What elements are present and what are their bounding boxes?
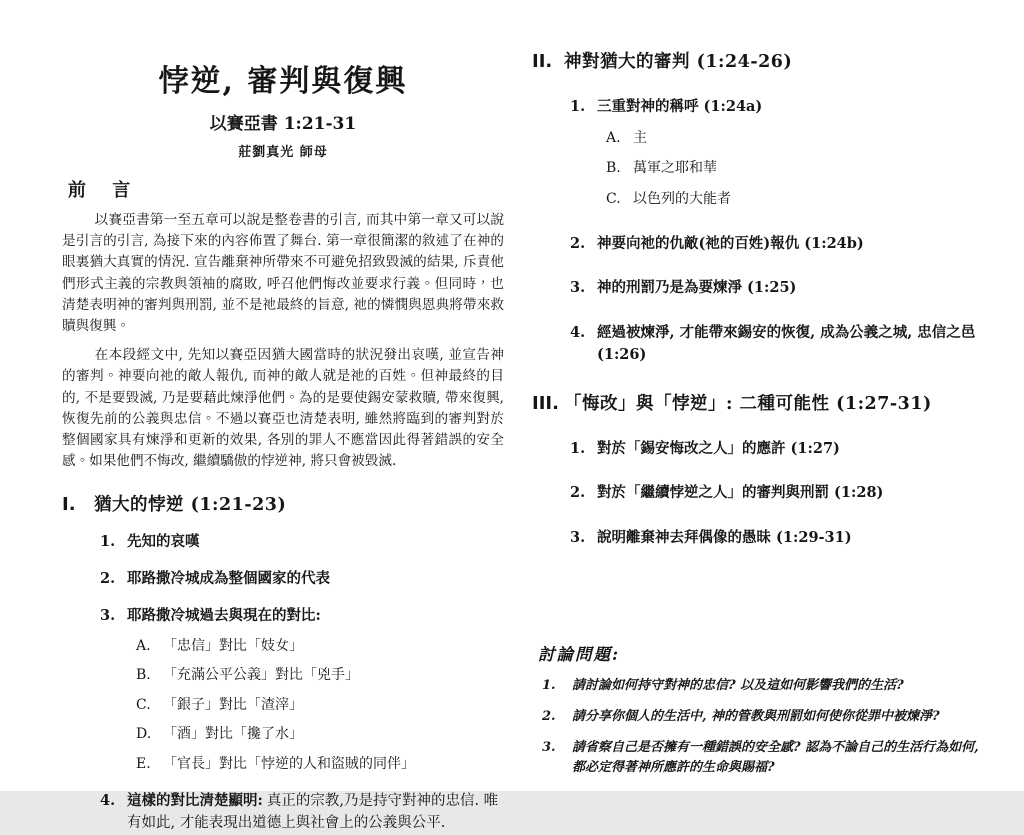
section-number: III. bbox=[532, 392, 559, 414]
section-number: I. bbox=[62, 494, 76, 516]
discussion-question bbox=[538, 738, 996, 778]
section-title: 神對猶大的審判 (1:24-26) bbox=[564, 52, 793, 72]
discussion-question bbox=[538, 676, 996, 696]
outline-item bbox=[532, 233, 996, 255]
right-column bbox=[532, 48, 996, 778]
subitem-letter: A. bbox=[606, 129, 621, 146]
section-title: 猶大的悖逆 (1:21-23) bbox=[94, 495, 287, 516]
item-number: 4. bbox=[100, 791, 116, 809]
question-number: 1. bbox=[542, 677, 556, 693]
outline-subitem bbox=[62, 666, 504, 686]
question-text: 請討論如何持守對神的忠信? 以及這如何影響我們的生活? bbox=[572, 677, 904, 693]
title-block bbox=[62, 56, 504, 160]
subitem-text: 萬軍之耶和華 bbox=[633, 160, 717, 177]
outline-item bbox=[62, 790, 504, 835]
discussion-block bbox=[538, 641, 996, 779]
discussion-heading: 討論問題: bbox=[538, 644, 621, 664]
subitem-text: 「官長」對比「悖逆的人和盜賊的同伴」 bbox=[163, 756, 415, 773]
subitem-letter: D. bbox=[136, 726, 152, 743]
outline-subitem bbox=[532, 190, 996, 210]
item-number: 1. bbox=[570, 98, 586, 115]
subitem-text: 「忠信」對比「妓女」 bbox=[163, 637, 303, 654]
subitem-letter: A. bbox=[136, 637, 151, 654]
outline-item bbox=[532, 277, 996, 299]
item-text: 對於「錫安悔改之人」的應許 (1:27) bbox=[597, 439, 840, 457]
scripture-reference: 以賽亞書 1:21-31 bbox=[209, 114, 357, 134]
section-3-heading bbox=[532, 390, 996, 415]
outline-subitem bbox=[62, 755, 504, 775]
item-number: 3. bbox=[570, 529, 586, 547]
question-number: 2. bbox=[542, 708, 556, 724]
outline-subitem bbox=[532, 129, 996, 149]
item-text bbox=[127, 790, 504, 835]
item-text: 說明離棄神去拜偶像的愚昧 (1:29-31) bbox=[597, 529, 852, 547]
subitem-letter: B. bbox=[136, 667, 151, 684]
item-text: 對於「繼續悖逆之人」的審判與刑罰 (1:28) bbox=[597, 484, 884, 502]
item-number: 4. bbox=[570, 324, 586, 342]
item-text: 神的刑罰乃是為要煉淨 (1:25) bbox=[597, 279, 797, 297]
section-2-heading bbox=[532, 48, 996, 73]
outline-item bbox=[532, 322, 996, 366]
item-text: 三重對神的稱呼 (1:24a) bbox=[597, 98, 763, 115]
outline-subitem bbox=[62, 637, 504, 657]
outline-item bbox=[62, 531, 504, 553]
outline-item bbox=[532, 438, 996, 460]
subitem-text: 主 bbox=[633, 129, 647, 146]
preface-paragraph-1: 以賽亞書第一至五章可以說是整卷書的引言, 而其中第一章又可以說是引言的引言, 為接下來的內容佈置了舞台. 第一章很簡潔的敘述了在神的眼裏猶大真實的情況. 宣告離棄神所帶來不可避免招致毀滅的結果, 斥責他們形式主義的宗教與領袖的腐敗, 呼召他們悔改並要求行義。但同時，也清楚表明神的審判與刑罰, 並不是祂最終的旨意, 祂的憐憫與恩典將帶來救贖與復興。 bbox=[62, 212, 504, 335]
item-number: 1. bbox=[570, 439, 586, 457]
item-text: 耶路撒冷城過去與現在的對比: bbox=[127, 606, 321, 624]
outline-item bbox=[62, 568, 504, 590]
question-text: 請省察自己是否擁有一種錯誤的安全感? 認為不論自己的生活行為如何, 都必定得著神所應許的生命與賜福? bbox=[572, 740, 979, 776]
outline-subitem bbox=[62, 725, 504, 745]
item-text: 耶路撒冷城成為整個國家的代表 bbox=[127, 570, 330, 588]
outline-item bbox=[532, 96, 996, 118]
section-number: II. bbox=[532, 51, 553, 72]
subitem-text: 「充滿公平公義」對比「兇手」 bbox=[163, 667, 359, 684]
item-number: 2. bbox=[570, 234, 586, 252]
item-number: 3. bbox=[570, 279, 586, 297]
item-text: 神要向祂的仇敵(祂的百姓)報仇 (1:24b) bbox=[597, 234, 864, 252]
question-number: 3. bbox=[542, 740, 556, 756]
section-2 bbox=[532, 48, 996, 366]
item-text: 經過被煉淨, 才能帶來錫安的恢復, 成為公義之城, 忠信之邑 (1:26) bbox=[597, 324, 976, 363]
subitem-text: 「酒」對比「攙了水」 bbox=[163, 726, 303, 743]
preface-heading: 前 言 bbox=[68, 180, 141, 201]
outline-item bbox=[532, 482, 996, 504]
item-rest-text: 真正的宗教,乃是持守對神的忠信. 唯有如此, 才能表現出道德上與社會上的公義與公平. bbox=[127, 792, 499, 832]
discussion-question bbox=[538, 707, 996, 727]
preface-paragraph-2: 在本段經文中, 先知以賽亞因猶大國當時的狀況發出哀嘆, 並宣告神的審判。神要向祂的敵人報仇, 而神的敵人就是祂的百姓。但神最終的目的, 不是要毀滅, 乃是要藉此煉淨他們。為的是要使錫安蒙救贖, 帶來復興, 恢復先前的公義與忠信。不過以賽亞也清楚表明, 雖然將臨到的審判對於整個國家具有煉淨和更新的效果, 各別的罪人不應當因此得著錯誤的安全感。如果他們不悔改, 繼續驕傲的悖逆神, 將只會被毀滅. bbox=[62, 347, 504, 470]
outline-subitem bbox=[62, 696, 504, 716]
section-1 bbox=[62, 491, 504, 835]
item-number: 2. bbox=[100, 570, 116, 588]
outline-item bbox=[532, 527, 996, 549]
item-number: 1. bbox=[100, 533, 116, 551]
section-title: 「悔改」與「悖逆」: 二種可能性 (1:27-31) bbox=[564, 393, 932, 414]
subitem-text: 「銀子」對比「渣滓」 bbox=[163, 696, 303, 713]
question-text: 請分享你個人的生活中, 神的管教與刑罰如何使你從罪中被煉淨? bbox=[572, 708, 940, 724]
item-lead-text: 這樣的對比清楚顯明: bbox=[127, 791, 263, 809]
subitem-letter: C. bbox=[136, 696, 151, 713]
author-name: 莊劉真光 師母 bbox=[238, 145, 328, 160]
page-title: 悖逆, 審判與復興 bbox=[158, 64, 408, 99]
subitem-letter: B. bbox=[606, 160, 621, 177]
subitem-letter: E. bbox=[136, 756, 151, 773]
subitem-letter: C. bbox=[606, 190, 621, 207]
section-3 bbox=[532, 390, 996, 549]
left-column bbox=[62, 56, 504, 835]
outline-subitem bbox=[532, 159, 996, 179]
subitem-text: 以色列的大能者 bbox=[633, 190, 731, 207]
item-text: 先知的哀嘆 bbox=[127, 533, 200, 551]
outline-item bbox=[62, 605, 504, 627]
item-number: 3. bbox=[100, 606, 116, 624]
section-1-heading bbox=[62, 491, 504, 516]
item-number: 2. bbox=[570, 484, 586, 502]
